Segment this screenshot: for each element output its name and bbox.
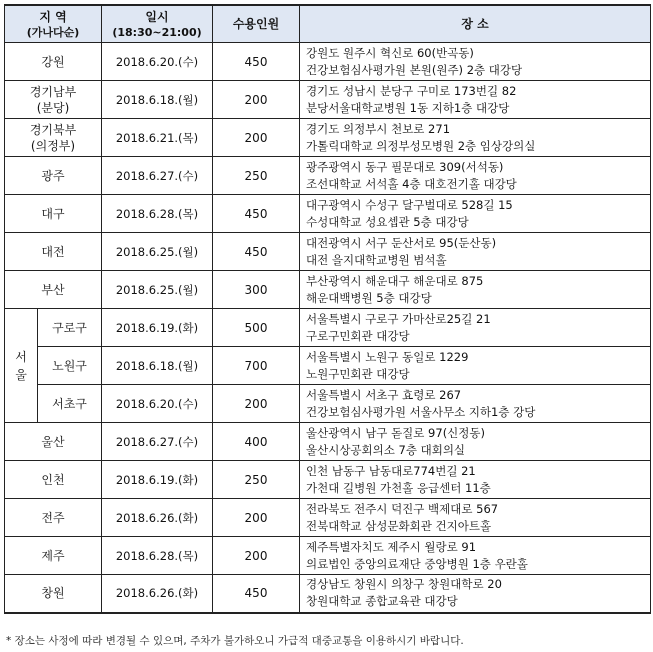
place-address: 서울특별시 서초구 효령로 267 — [306, 387, 462, 402]
place-address: 강원도 원주시 혁신로 60(반곡동) — [306, 45, 474, 60]
place-venue: 가천대 길병원 가천홀 응급센터 11층 — [306, 480, 491, 495]
capacity-cell: 400 — [213, 423, 300, 461]
place-venue: 수성대학교 성요셉관 5층 대강당 — [306, 214, 469, 229]
region-name: 전주 — [41, 510, 65, 525]
region-cell — [5, 575, 102, 613]
place-cell — [300, 233, 651, 271]
table-row — [5, 347, 651, 385]
region-cell — [5, 157, 102, 195]
table-row — [5, 499, 651, 537]
region-name: 대구 — [41, 206, 65, 221]
table-row — [5, 309, 651, 347]
table-row — [5, 195, 651, 233]
date-cell: 2018.6.27.(수) — [102, 157, 213, 195]
place-cell — [300, 157, 651, 195]
place-cell — [300, 461, 651, 499]
place-cell — [300, 423, 651, 461]
region-name: (의정부) — [30, 138, 76, 153]
table-row — [5, 157, 651, 195]
date-cell: 2018.6.21.(목) — [102, 119, 213, 157]
seoul-label-char: 서 — [15, 349, 27, 364]
region-cell — [5, 271, 102, 309]
date-cell: 2018.6.18.(월) — [102, 81, 213, 119]
place-cell — [300, 347, 651, 385]
table-row — [5, 43, 651, 81]
place-cell — [300, 499, 651, 537]
date-cell: 2018.6.19.(화) — [102, 461, 213, 499]
place-cell — [300, 81, 651, 119]
place-address: 경기도 성남시 분당구 구미로 173번길 82 — [306, 83, 517, 98]
date-cell: 2018.6.28.(목) — [102, 537, 213, 575]
region-name: 부산 — [41, 282, 65, 297]
table-row — [5, 233, 651, 271]
region-name: 창원 — [41, 586, 65, 601]
date-cell: 2018.6.26.(화) — [102, 575, 213, 613]
region-cell — [5, 195, 102, 233]
region-name: 광주 — [41, 168, 65, 183]
region-name: 경기북부 — [29, 122, 77, 137]
capacity-cell: 200 — [213, 537, 300, 575]
place-address: 대구광역시 수성구 달구벌대로 528길 15 — [306, 197, 513, 212]
capacity-cell: 450 — [213, 233, 300, 271]
place-venue: 울산시상공회의소 7층 대회의실 — [306, 442, 466, 457]
schedule-body — [5, 43, 651, 613]
place-venue: 분당서울대학교병원 1동 지하1층 대강당 — [306, 100, 510, 115]
region-cell — [5, 81, 102, 119]
header-place: 장 소 — [300, 5, 651, 43]
district-cell: 구로구 — [38, 309, 102, 347]
place-address: 서울특별시 구로구 가마산로25길 21 — [306, 311, 491, 326]
table-row — [5, 423, 651, 461]
region-cell — [5, 537, 102, 575]
capacity-cell: 450 — [213, 575, 300, 613]
region-cell — [5, 43, 102, 81]
region-name: 대전 — [41, 244, 65, 259]
table-row — [5, 271, 651, 309]
capacity-cell: 500 — [213, 309, 300, 347]
place-cell — [300, 309, 651, 347]
place-address: 경기도 의정부시 천보로 271 — [306, 121, 451, 136]
place-cell — [300, 43, 651, 81]
place-cell — [300, 195, 651, 233]
capacity-cell: 700 — [213, 347, 300, 385]
district-cell: 서초구 — [38, 385, 102, 423]
capacity-cell: 200 — [213, 499, 300, 537]
place-address: 경상남도 창원시 의창구 창원대학로 20 — [306, 577, 502, 592]
table-row — [5, 537, 651, 575]
region-cell-seoul — [5, 309, 38, 423]
place-venue: 건강보험심사평가원 서울사무소 지하1층 강당 — [306, 404, 536, 419]
district-cell: 노원구 — [38, 347, 102, 385]
region-cell — [5, 423, 102, 461]
place-address: 광주광역시 동구 필문대로 309(서석동) — [306, 159, 504, 174]
place-venue: 건강보험심사평가원 본원(원주) 2층 대강당 — [306, 62, 523, 77]
table-row — [5, 119, 651, 157]
date-cell: 2018.6.25.(월) — [102, 271, 213, 309]
date-cell: 2018.6.28.(목) — [102, 195, 213, 233]
place-venue: 조선대학교 서석홀 4층 대호전기홀 대강당 — [306, 176, 517, 191]
date-cell: 2018.6.18.(월) — [102, 347, 213, 385]
table-row — [5, 385, 651, 423]
table-row — [5, 81, 651, 119]
date-cell: 2018.6.27.(수) — [102, 423, 213, 461]
capacity-cell: 200 — [213, 385, 300, 423]
region-cell — [5, 499, 102, 537]
footnote: * 장소는 사정에 따라 변경될 수 있으며, 주차가 불가하오니 가급적 대중교통을 이용하시기 바랍니다. — [6, 635, 464, 647]
place-address: 부산광역시 해운대구 해운대로 875 — [306, 273, 484, 288]
capacity-cell: 200 — [213, 81, 300, 119]
date-cell: 2018.6.26.(화) — [102, 499, 213, 537]
date-cell: 2018.6.20.(수) — [102, 43, 213, 81]
header-date-sub: (18:30~21:00) — [112, 25, 202, 39]
capacity-cell: 450 — [213, 43, 300, 81]
place-address: 제주특별자치도 제주시 월랑로 91 — [306, 539, 477, 554]
table-row — [5, 461, 651, 499]
region-name: 인천 — [41, 472, 65, 487]
capacity-cell: 250 — [213, 157, 300, 195]
region-name: (분당) — [36, 100, 70, 115]
region-cell — [5, 461, 102, 499]
capacity-cell: 200 — [213, 119, 300, 157]
place-venue: 전북대학교 삼성문화회관 건지아트홀 — [306, 518, 492, 533]
region-cell — [5, 119, 102, 157]
date-cell: 2018.6.25.(월) — [102, 233, 213, 271]
header-row — [5, 5, 651, 43]
header-region-label: 지 역 — [39, 9, 67, 24]
header-region-sub: (가나다순) — [26, 25, 80, 39]
capacity-cell: 450 — [213, 195, 300, 233]
region-name: 울산 — [41, 434, 65, 449]
place-address: 인천 남동구 남동대로774번길 21 — [306, 463, 476, 478]
header-date — [102, 5, 213, 43]
place-venue: 해운대백병원 5층 대강당 — [306, 290, 432, 305]
region-name: 제주 — [41, 548, 65, 563]
capacity-cell: 300 — [213, 271, 300, 309]
place-cell — [300, 537, 651, 575]
place-address: 대전광역시 서구 둔산서로 95(둔산동) — [306, 235, 497, 250]
place-address: 전라북도 전주시 덕진구 백제대로 567 — [306, 501, 499, 516]
date-cell: 2018.6.20.(수) — [102, 385, 213, 423]
place-venue: 노원구민회관 대강당 — [306, 366, 410, 381]
header-region — [5, 5, 102, 43]
table-row — [5, 575, 651, 613]
region-cell — [5, 233, 102, 271]
place-cell — [300, 575, 651, 613]
place-venue: 의료법인 중앙의료재단 중앙병원 1층 우란홀 — [306, 556, 528, 571]
region-name: 경기남부 — [29, 84, 77, 99]
place-cell — [300, 119, 651, 157]
schedule-table — [4, 4, 651, 614]
date-cell: 2018.6.19.(화) — [102, 309, 213, 347]
seoul-label-char: 울 — [15, 367, 27, 382]
place-venue: 가톨릭대학교 의정부성모병원 2층 임상강의실 — [306, 138, 536, 153]
place-venue: 대전 을지대학교병원 범석홀 — [306, 252, 447, 267]
place-address: 서울특별시 노원구 동일로 1229 — [306, 349, 469, 364]
region-name: 강원 — [41, 54, 65, 69]
place-venue: 창원대학교 종합교육관 대강당 — [306, 594, 458, 609]
place-cell — [300, 385, 651, 423]
header-date-label: 일시 — [145, 9, 169, 24]
place-venue: 구로구민회관 대강당 — [306, 328, 410, 343]
header-capacity: 수용인원 — [213, 5, 300, 43]
capacity-cell: 250 — [213, 461, 300, 499]
place-cell — [300, 271, 651, 309]
place-address: 울산광역시 남구 돋질로 97(신정동) — [306, 425, 485, 440]
